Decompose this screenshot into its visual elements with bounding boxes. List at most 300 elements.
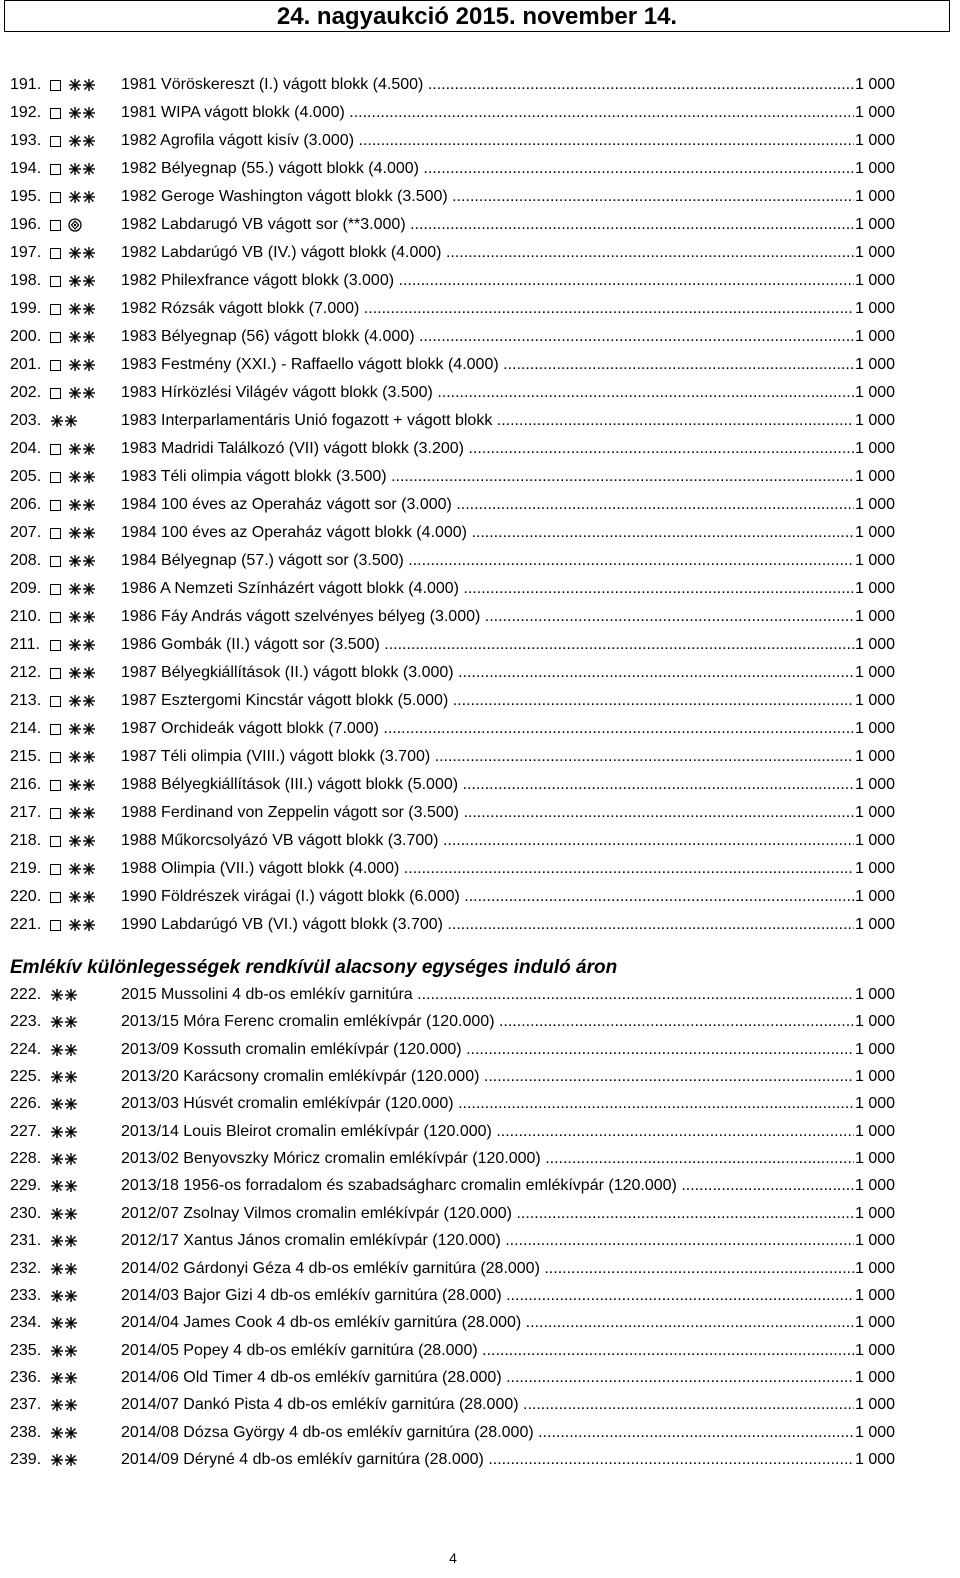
lot-price: 1 000 xyxy=(854,1256,905,1282)
lot-number: 202. xyxy=(10,384,42,401)
lot-icons xyxy=(50,806,96,820)
double-star-icon xyxy=(50,1207,78,1221)
checkbox-icon xyxy=(50,304,61,315)
lot-number: 238. xyxy=(10,1423,42,1441)
checkbox-icon xyxy=(50,696,61,707)
lot-description: 2015 Mussolini 4 db-os emlékív garnitúra ..... xyxy=(121,982,854,1008)
lot-number: 224. xyxy=(10,1040,42,1058)
lot-description: 2014/07 Dankó Pista 4 db-os emlékív garnitúra (28.000) ..... xyxy=(121,1392,854,1418)
double-star-icon xyxy=(68,918,96,932)
lot-description: 1988 Bélyegkiállítások (III.) vágott blokk (5.000) ..... xyxy=(121,772,854,798)
lot-number: 229. xyxy=(10,1177,42,1195)
lot-icons xyxy=(50,1234,78,1248)
lot-number: 209. xyxy=(10,580,42,597)
lot-number: 198. xyxy=(10,272,42,289)
double-star-icon xyxy=(68,162,96,176)
lot-row xyxy=(0,156,960,182)
double-star-icon xyxy=(50,1289,78,1303)
lot-description: 2013/03 Húsvét cromalin emlékívpár (120.000) ..... xyxy=(121,1091,854,1117)
lot-description: 1990 Labdarúgó VB (VI.) vágott blokk (3.700) ..... xyxy=(121,912,854,938)
lot-row xyxy=(0,982,960,1008)
checkbox-icon xyxy=(50,920,61,931)
lot-price: 1 000 xyxy=(854,1064,905,1090)
lot-icons xyxy=(50,1070,78,1084)
lot-icons xyxy=(50,834,96,848)
lot-number: 207. xyxy=(10,524,42,541)
double-star-icon xyxy=(68,638,96,652)
lot-icons xyxy=(50,1152,78,1166)
lot-icons xyxy=(50,162,96,176)
lot-row xyxy=(0,1146,960,1172)
lot-description: 1988 Műkorcsolyázó VB vágott blokk (3.700) ..... xyxy=(121,828,854,854)
lot-number: 217. xyxy=(10,804,42,821)
lot-row xyxy=(0,128,960,154)
lot-icons xyxy=(50,386,96,400)
lot-price: 1 000 xyxy=(854,128,905,154)
lot-icons xyxy=(50,498,96,512)
double-star-icon xyxy=(68,498,96,512)
lot-description: 1982 Rózsák vágott blokk (7.000) ..... xyxy=(121,296,854,322)
lot-price: 1 000 xyxy=(854,828,905,854)
double-star-icon xyxy=(50,1015,78,1029)
lot-number: 228. xyxy=(10,1150,42,1168)
lot-number: 219. xyxy=(10,860,42,877)
double-star-icon xyxy=(68,694,96,708)
double-star-icon xyxy=(50,1371,78,1385)
double-star-icon xyxy=(50,414,78,428)
lot-icons xyxy=(50,330,96,344)
lot-price: 1 000 xyxy=(854,1173,905,1199)
checkbox-icon xyxy=(50,808,61,819)
lot-description: 1990 Földrészek virágai (I.) vágott blokk (6.000) ..... xyxy=(121,884,854,910)
double-star-icon xyxy=(68,526,96,540)
lot-row xyxy=(0,100,960,126)
lot-number: 213. xyxy=(10,692,42,709)
checkbox-icon xyxy=(50,332,61,343)
lot-description: 2013/14 Louis Bleirot cromalin emlékívpár (120.000) ..... xyxy=(121,1119,854,1145)
lot-icons xyxy=(50,610,96,624)
lot-row xyxy=(0,380,960,406)
lot-number: 201. xyxy=(10,356,42,373)
lot-number: 197. xyxy=(10,244,42,261)
lot-description: 1982 Bélyegnap (55.) vágott blokk (4.000) ..... xyxy=(121,156,854,182)
double-star-icon xyxy=(68,470,96,484)
double-star-icon xyxy=(68,78,96,92)
double-star-icon xyxy=(50,1453,78,1467)
lot-icons xyxy=(50,526,96,540)
lot-description: 2014/05 Popey 4 db-os emlékív garnitúra (28.000) ..... xyxy=(121,1338,854,1364)
lot-price: 1 000 xyxy=(854,296,905,322)
lot-row xyxy=(0,408,960,434)
lot-price: 1 000 xyxy=(854,1037,905,1063)
lot-description: 1983 Bélyegnap (56) vágott blokk (4.000) ..... xyxy=(121,324,854,350)
lot-description: 1982 Labdarugó VB vágott sor (**3.000) ..... xyxy=(121,212,854,238)
lot-number: 194. xyxy=(10,160,42,177)
lot-number: 223. xyxy=(10,1013,42,1031)
lot-icons xyxy=(50,1371,78,1385)
double-star-icon xyxy=(68,778,96,792)
lot-description: 2013/02 Benyovszky Móricz cromalin emlékívpár (120.000) ..... xyxy=(121,1146,854,1172)
lot-row xyxy=(0,1064,960,1090)
lot-number: 233. xyxy=(10,1286,42,1304)
lot-description: 1983 Festmény (XXI.) - Raffaello vágott blokk (4.000) ..... xyxy=(121,352,854,378)
lot-row xyxy=(0,772,960,798)
page-title: 24. nagyaukció 2015. november 14. xyxy=(4,0,950,32)
lot-price: 1 000 xyxy=(854,1420,905,1446)
lot-row xyxy=(0,576,960,602)
lot-number: 200. xyxy=(10,328,42,345)
lot-price: 1 000 xyxy=(854,240,905,266)
lot-row xyxy=(0,296,960,322)
checkbox-icon xyxy=(50,164,61,175)
lot-row xyxy=(0,212,960,238)
lot-row xyxy=(0,548,960,574)
lot-row xyxy=(0,1420,960,1446)
lot-description: 1987 Orchideák vágott blokk (7.000) ..... xyxy=(121,716,854,742)
lot-price: 1 000 xyxy=(854,632,905,658)
lot-icons xyxy=(50,106,96,120)
double-star-icon xyxy=(50,1125,78,1139)
lot-price: 1 000 xyxy=(854,212,905,238)
lot-row xyxy=(0,1283,960,1309)
double-star-icon xyxy=(68,106,96,120)
lot-price: 1 000 xyxy=(854,576,905,602)
lot-row xyxy=(0,1365,960,1391)
lot-description: 2014/03 Bajor Gizi 4 db-os emlékív garnitúra (28.000) ..... xyxy=(121,1283,854,1309)
lot-number: 236. xyxy=(10,1368,42,1386)
lot-price: 1 000 xyxy=(854,1338,905,1364)
double-star-icon xyxy=(68,246,96,260)
lot-price: 1 000 xyxy=(854,856,905,882)
checkbox-icon xyxy=(50,584,61,595)
lot-price: 1 000 xyxy=(854,884,905,910)
lot-icons xyxy=(50,1289,78,1303)
checkbox-icon xyxy=(50,528,61,539)
lot-price: 1 000 xyxy=(854,688,905,714)
double-star-icon xyxy=(68,862,96,876)
checkbox-icon xyxy=(50,444,61,455)
checkbox-icon xyxy=(50,556,61,567)
lot-row xyxy=(0,884,960,910)
double-star-icon xyxy=(68,834,96,848)
double-star-icon xyxy=(68,302,96,316)
lot-icons xyxy=(50,1015,78,1029)
checkbox-icon xyxy=(50,80,61,91)
lot-icons xyxy=(50,1453,78,1467)
lot-description: 2013/20 Karácsony cromalin emlékívpár (120.000) ..... xyxy=(121,1064,854,1090)
section-heading: Emlékív különlegességek rendkívül alacsony egységes induló áron xyxy=(10,957,618,978)
double-star-icon xyxy=(50,1234,78,1248)
lot-price: 1 000 xyxy=(854,100,905,126)
lot-number: 199. xyxy=(10,300,42,317)
lot-description: 1983 Madridi Találkozó (VII) vágott blokk (3.200) ..... xyxy=(121,436,854,462)
lot-description: 1987 Téli olimpia (VIII.) vágott blokk (3.700) ..... xyxy=(121,744,854,770)
lot-icons xyxy=(50,1179,78,1193)
double-star-icon xyxy=(68,134,96,148)
lot-price: 1 000 xyxy=(854,520,905,546)
lot-icons xyxy=(50,722,96,736)
lot-icons xyxy=(50,1207,78,1221)
lot-icons xyxy=(50,1097,78,1111)
lot-description: 1988 Ferdinand von Zeppelin vágott sor (3.500) ..... xyxy=(121,800,854,826)
lot-price: 1 000 xyxy=(854,716,905,742)
lot-number: 225. xyxy=(10,1068,42,1086)
lot-row xyxy=(0,436,960,462)
lot-number: 192. xyxy=(10,104,42,121)
double-star-icon xyxy=(50,1398,78,1412)
double-star-icon xyxy=(50,1152,78,1166)
lot-number: 230. xyxy=(10,1204,42,1222)
lot-description: 2014/08 Dózsa György 4 db-os emlékív garnitúra (28.000) ..... xyxy=(121,1420,854,1446)
lot-description: 1988 Olimpia (VII.) vágott blokk (4.000) ..... xyxy=(121,856,854,882)
lot-number: 237. xyxy=(10,1396,42,1414)
lot-price: 1 000 xyxy=(854,1365,905,1391)
checkbox-icon xyxy=(50,192,61,203)
double-star-icon xyxy=(68,358,96,372)
double-star-icon xyxy=(68,330,96,344)
lot-number: 218. xyxy=(10,832,42,849)
double-star-icon xyxy=(50,1426,78,1440)
checkbox-icon xyxy=(50,220,61,231)
lot-icons xyxy=(50,246,96,260)
lot-price: 1 000 xyxy=(854,1146,905,1172)
lot-icons xyxy=(50,750,96,764)
lot-number: 204. xyxy=(10,440,42,457)
lot-row xyxy=(0,632,960,658)
lot-number: 235. xyxy=(10,1341,42,1359)
lot-number: 196. xyxy=(10,216,42,233)
lot-icons xyxy=(50,470,96,484)
double-star-icon xyxy=(68,750,96,764)
checkbox-icon xyxy=(50,388,61,399)
double-star-icon xyxy=(68,666,96,680)
lot-icons xyxy=(50,666,96,680)
lot-number: 239. xyxy=(10,1450,42,1468)
lot-icons xyxy=(50,890,96,904)
lot-row xyxy=(0,1009,960,1035)
lot-icons xyxy=(50,988,78,1002)
lot-price: 1 000 xyxy=(854,912,905,938)
lot-icons xyxy=(50,1426,78,1440)
lot-price: 1 000 xyxy=(854,660,905,686)
lot-row xyxy=(0,1392,960,1418)
lot-number: 222. xyxy=(10,986,42,1003)
lot-description: 1987 Esztergomi Kincstár vágott blokk (5.000) ..... xyxy=(121,688,854,714)
lot-icons xyxy=(50,1125,78,1139)
lot-icons xyxy=(50,1398,78,1412)
lot-description: 1983 Hírközlési Világév vágott blokk (3.500) ..... xyxy=(121,380,854,406)
double-star-icon xyxy=(50,1070,78,1084)
lot-row xyxy=(0,660,960,686)
double-star-icon xyxy=(68,610,96,624)
lot-description: 1986 A Nemzeti Színházért vágott blokk (4.000) ..... xyxy=(121,576,854,602)
lot-price: 1 000 xyxy=(854,772,905,798)
lot-row xyxy=(0,184,960,210)
double-star-icon xyxy=(68,554,96,568)
lot-icons xyxy=(50,218,82,232)
checkbox-icon xyxy=(50,136,61,147)
lot-row xyxy=(0,604,960,630)
lot-price: 1 000 xyxy=(854,380,905,406)
lot-price: 1 000 xyxy=(854,408,905,434)
checkbox-icon xyxy=(50,780,61,791)
lot-row xyxy=(0,352,960,378)
lot-number: 232. xyxy=(10,1259,42,1277)
lot-icons xyxy=(50,778,96,792)
lot-number: 205. xyxy=(10,468,42,485)
lot-number: 234. xyxy=(10,1314,42,1332)
checkbox-icon xyxy=(50,248,61,259)
lot-icons xyxy=(50,190,96,204)
lot-number: 220. xyxy=(10,888,42,905)
lot-price: 1 000 xyxy=(854,1283,905,1309)
lot-icons xyxy=(50,582,96,596)
lot-description: 2014/02 Gárdonyi Géza 4 db-os emlékív garnitúra (28.000) ..... xyxy=(121,1256,854,1282)
lot-row xyxy=(0,268,960,294)
double-star-icon xyxy=(50,1262,78,1276)
checkbox-icon xyxy=(50,752,61,763)
lot-description: 1982 Agrofila vágott kisív (3.000) ..... xyxy=(121,128,854,154)
lot-price: 1 000 xyxy=(854,1447,905,1473)
lot-row xyxy=(0,1091,960,1117)
lot-price: 1 000 xyxy=(854,1119,905,1145)
lot-icons xyxy=(50,78,96,92)
lot-price: 1 000 xyxy=(854,72,905,98)
lot-description: 1986 Fáy András vágott szelvényes bélyeg (3.000) ..... xyxy=(121,604,854,630)
lot-price: 1 000 xyxy=(854,268,905,294)
lot-number: 215. xyxy=(10,748,42,765)
postmark-icon xyxy=(68,218,82,232)
lot-icons xyxy=(50,134,96,148)
lot-description: 1982 Geroge Washington vágott blokk (3.500) ..... xyxy=(121,184,854,210)
lot-description: 1981 WIPA vágott blokk (4.000) ..... xyxy=(121,100,854,126)
lot-description: 2013/15 Móra Ferenc cromalin emlékívpár (120.000) ..... xyxy=(121,1009,854,1035)
lot-price: 1 000 xyxy=(854,1228,905,1254)
double-star-icon xyxy=(50,1097,78,1111)
lot-row xyxy=(0,1119,960,1145)
lot-description: 1986 Gombák (II.) vágott sor (3.500) ..... xyxy=(121,632,854,658)
checkbox-icon xyxy=(50,892,61,903)
lot-icons xyxy=(50,1344,78,1358)
lot-row xyxy=(0,240,960,266)
lot-description: 2014/06 Old Timer 4 db-os emlékív garnitúra (28.000) ..... xyxy=(121,1365,854,1391)
lot-row xyxy=(0,464,960,490)
lot-description: 1983 Téli olimpia vágott blokk (3.500) ..... xyxy=(121,464,854,490)
lot-price: 1 000 xyxy=(854,436,905,462)
lot-row xyxy=(0,1338,960,1364)
lot-row xyxy=(0,856,960,882)
lot-price: 1 000 xyxy=(854,324,905,350)
double-star-icon xyxy=(68,890,96,904)
lot-description: 2012/17 Xantus János cromalin emlékívpár (120.000) ..... xyxy=(121,1228,854,1254)
checkbox-icon xyxy=(50,612,61,623)
checkbox-icon xyxy=(50,360,61,371)
lot-number: 195. xyxy=(10,188,42,205)
checkbox-icon xyxy=(50,108,61,119)
lot-number: 193. xyxy=(10,132,42,149)
checkbox-icon xyxy=(50,668,61,679)
lot-price: 1 000 xyxy=(854,548,905,574)
lot-row xyxy=(0,1447,960,1473)
double-star-icon xyxy=(68,442,96,456)
lot-description: 1984 100 éves az Operaház vágott sor (3.000) ..... xyxy=(121,492,854,518)
lot-icons xyxy=(50,302,96,316)
lot-number: 211. xyxy=(10,636,40,653)
lot-row xyxy=(0,492,960,518)
lot-row xyxy=(0,912,960,938)
lot-price: 1 000 xyxy=(854,352,905,378)
lot-price: 1 000 xyxy=(854,1201,905,1227)
lot-price: 1 000 xyxy=(854,744,905,770)
lot-number: 216. xyxy=(10,776,42,793)
lot-icons xyxy=(50,554,96,568)
lot-number: 206. xyxy=(10,496,42,513)
lot-price: 1 000 xyxy=(854,982,905,1008)
lot-number: 212. xyxy=(10,664,42,681)
lot-price: 1 000 xyxy=(854,1009,905,1035)
lot-price: 1 000 xyxy=(854,184,905,210)
lot-number: 227. xyxy=(10,1122,42,1140)
lot-description: 2013/18 1956-os forradalom és szabadságharc cromalin emlékívpár (120.000) ..... xyxy=(121,1173,854,1199)
double-star-icon xyxy=(68,582,96,596)
lot-number: 203. xyxy=(10,412,42,429)
lot-description: 2013/09 Kossuth cromalin emlékívpár (120.000) ..... xyxy=(121,1037,854,1063)
lot-price: 1 000 xyxy=(854,1310,905,1336)
lot-icons xyxy=(50,358,96,372)
lot-row xyxy=(0,688,960,714)
lot-row xyxy=(0,744,960,770)
lot-row xyxy=(0,1228,960,1254)
lot-icons xyxy=(50,1262,78,1276)
lot-price: 1 000 xyxy=(854,800,905,826)
checkbox-icon xyxy=(50,724,61,735)
lot-icons xyxy=(50,862,96,876)
lot-price: 1 000 xyxy=(854,156,905,182)
lot-number: 210. xyxy=(10,608,42,625)
double-star-icon xyxy=(50,1316,78,1330)
checkbox-icon xyxy=(50,836,61,847)
lot-description: 2014/04 James Cook 4 db-os emlékív garnitúra (28.000) ..... xyxy=(121,1310,854,1336)
lot-price: 1 000 xyxy=(854,464,905,490)
lot-number: 208. xyxy=(10,552,42,569)
lot-row xyxy=(0,1173,960,1199)
lot-price: 1 000 xyxy=(854,1091,905,1117)
lot-number: 231. xyxy=(10,1232,42,1250)
lot-icons xyxy=(50,918,96,932)
double-star-icon xyxy=(68,190,96,204)
double-star-icon xyxy=(50,1344,78,1358)
checkbox-icon xyxy=(50,276,61,287)
lot-row xyxy=(0,72,960,98)
lot-description: 2012/07 Zsolnay Vilmos cromalin emlékívpár (120.000) ..... xyxy=(121,1201,854,1227)
lot-row xyxy=(0,828,960,854)
lot-description: 1981 Vöröskereszt (I.) vágott blokk (4.500) ..... xyxy=(121,72,854,98)
lot-description: 1987 Bélyegkiállítások (II.) vágott blokk (3.000) ..... xyxy=(121,660,854,686)
lot-description: 1983 Interparlamentáris Unió fogazott + vágott blokk ..... xyxy=(121,408,854,434)
lot-icons xyxy=(50,694,96,708)
lot-icons xyxy=(50,638,96,652)
double-star-icon xyxy=(68,806,96,820)
lot-icons xyxy=(50,414,78,428)
lot-row xyxy=(0,716,960,742)
lot-row xyxy=(0,324,960,350)
double-star-icon xyxy=(68,722,96,736)
lot-number: 226. xyxy=(10,1095,42,1113)
double-star-icon xyxy=(68,274,96,288)
page-number: 4 xyxy=(449,1550,457,1566)
lot-price: 1 000 xyxy=(854,1392,905,1418)
lot-description: 1984 100 éves az Operaház vágott blokk (4.000) ..... xyxy=(121,520,854,546)
